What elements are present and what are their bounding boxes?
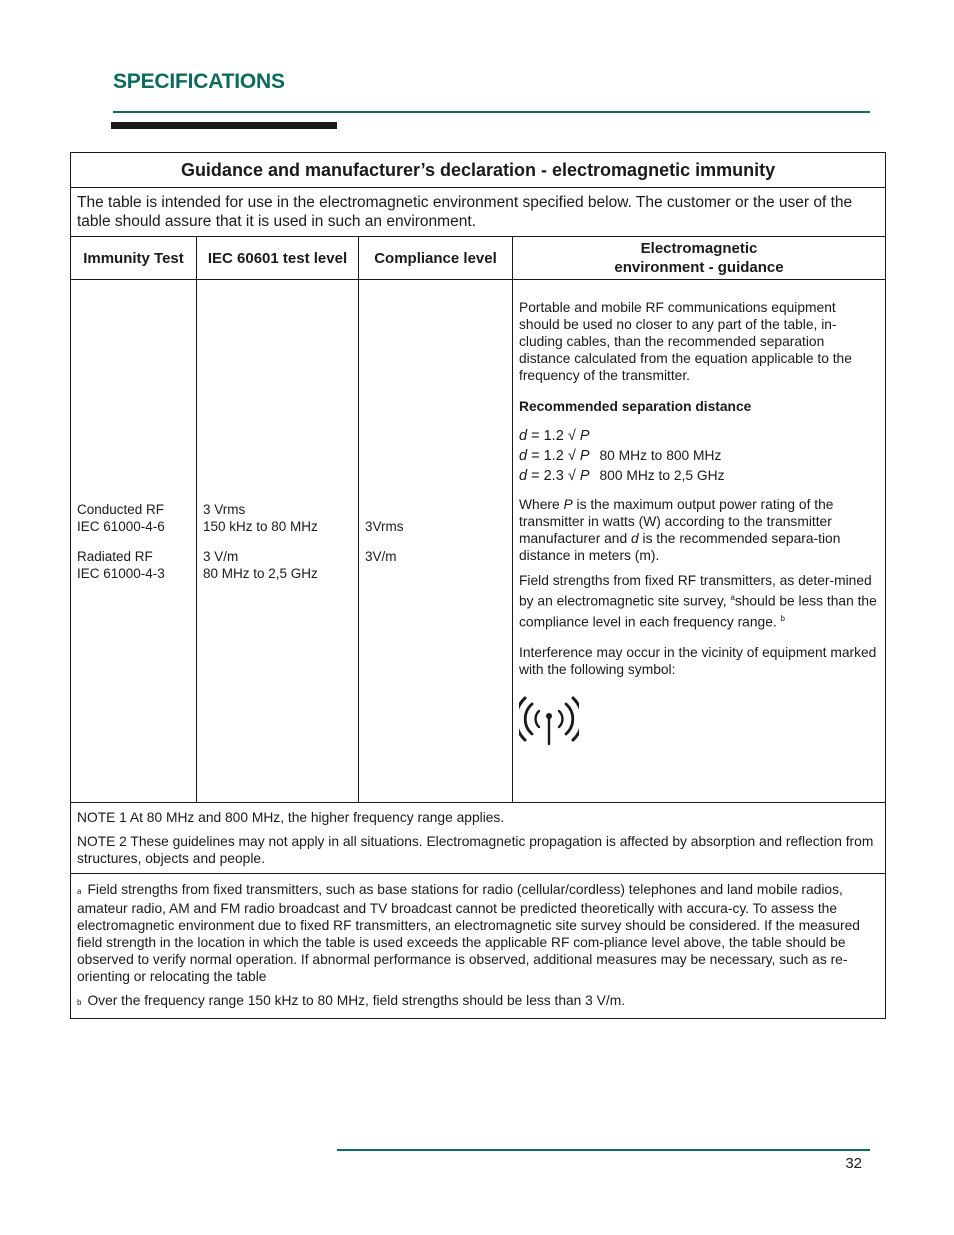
guidance-paragraph: Portable and mobile RF communications equipment should be used no closer to any part of the table, in-cluding cables, than the recommended separation distance calculated from the equation applicable to the frequency of the transmitter. <box>519 300 852 383</box>
formula-coef: 1.2 <box>543 448 564 464</box>
formula-var: d <box>519 428 528 444</box>
sqrt-symbol: √ <box>567 468 576 484</box>
sqrt-symbol: √ <box>567 428 576 444</box>
formula-power-var: P <box>579 468 590 484</box>
footnote-ref-b: b <box>780 613 785 623</box>
compliance-level-cell <box>359 280 513 803</box>
formula-range-3: 800 MHz to 2,5 GHz <box>599 468 725 483</box>
footnotes-cell <box>71 874 886 1019</box>
page-title: SPECIFICATIONS <box>113 70 285 93</box>
header-divider <box>113 111 870 113</box>
guidance-cell <box>513 280 886 803</box>
immunity-test-radiated-standard: IEC 61000-4-3 <box>77 565 165 581</box>
column-header-guidance-line1: Electromagnetic <box>640 240 758 257</box>
non-ionizing-radiation-icon <box>519 692 579 746</box>
interference-paragraph: Interference may occur in the vicinity of equipment marked with the following symbol: <box>519 645 877 678</box>
footnote-a-text: Field strengths from fixed transmitters, such as base stations for radio (cellular/cordless) telephones and land mobile radios, amateur radio, AM and FM radio broadcast and TV broadcast cannot be predicted theoretically with accura-cy. To assess the electromagnetic environment due to fixed RF transmitters, an electromagnetic site survey should be considered. If the measured field strength in the location in which the table is used exceeds the applicable RF com-pliance level above, the table should be observed to verify normal operation. If abnormal performance is observed, additional measures may be necessary, such as re-orienting or relocating the table <box>77 882 860 984</box>
formula-3 <box>519 466 879 486</box>
sqrt-symbol: √ <box>567 448 576 464</box>
compliance-conducted: 3Vrms <box>365 518 404 534</box>
immunity-test-conducted-standard: IEC 61000-4-6 <box>77 518 165 534</box>
column-header-compliance-level: Compliance level <box>359 237 513 280</box>
note-2: NOTE 2 These guidelines may not apply in all situations. Electromagnetic propagation is affected by absorption and reflection from structures, objects and people. <box>77 834 874 866</box>
page-number: 32 <box>845 1155 862 1172</box>
test-level-conducted-range: 150 kHz to 80 MHz <box>203 518 318 534</box>
test-level-conducted: 3 Vrms <box>203 501 246 517</box>
note-1: NOTE 1 At 80 MHz and 800 MHz, the higher frequency range applies. <box>77 810 505 825</box>
test-level-radiated-range: 80 MHz to 2,5 GHz <box>203 565 318 581</box>
formula-coef: 2.3 <box>543 468 564 484</box>
test-level-radiated: 3 V/m <box>203 548 239 564</box>
where-mid: is the maximum output power rating of the transmitter in watts (W) according to the transmitter manufacturer and <box>519 497 834 546</box>
column-header-guidance <box>513 237 886 280</box>
field-strength-paragraph <box>519 572 879 630</box>
where-pre: Where <box>519 497 564 512</box>
where-distance-var: d <box>630 531 639 546</box>
column-header-immunity-test: Immunity Test <box>71 237 197 280</box>
formula-coef: 1.2 <box>543 428 564 444</box>
separation-distance-heading: Recommended separation distance <box>519 399 752 414</box>
where-post: is the recommended separa-tion distance in meters (m). <box>519 531 841 563</box>
immunity-test-conducted: Conducted RF <box>77 501 165 517</box>
formula-power-var: P <box>579 448 590 464</box>
formula-var: d <box>519 468 528 484</box>
table-intro: The table is intended for use in the electromagnetic environment specified below. The customer or the user of the table should assure that it is used in such an environment. <box>71 188 886 237</box>
column-header-guidance-line2: environment - guidance <box>614 259 784 276</box>
formula-eq: = <box>527 468 544 484</box>
formula-var: d <box>519 448 528 464</box>
footnote-a <box>77 881 879 985</box>
emc-immunity-table <box>70 152 886 1019</box>
formula-2 <box>519 446 879 466</box>
footnote-b <box>77 992 879 1011</box>
footer-divider <box>337 1149 870 1151</box>
footnote-b-mark: b <box>77 998 82 1007</box>
formula-range-2: 80 MHz to 800 MHz <box>599 448 722 463</box>
formula-1 <box>519 427 879 446</box>
footnote-ref-a: a <box>730 593 735 602</box>
formula-power-var: P <box>579 428 590 444</box>
notes-cell <box>71 803 886 874</box>
immunity-test-cell <box>71 280 197 803</box>
table-title: Guidance and manufacturer’s declaration - electromagnetic immunity <box>71 153 886 188</box>
footnote-b-text: Over the frequency range 150 kHz to 80 MHz, field strengths should be less than 3 V/m. <box>87 993 626 1008</box>
field-post: should be less than the compliance level in each frequency range. <box>519 593 877 630</box>
header-accent-bar <box>111 122 337 129</box>
immunity-test-radiated: Radiated RF <box>77 548 153 564</box>
field-pre: Field strengths from fixed RF transmitters, as deter-mined by an electromagnetic site survey, <box>519 573 872 609</box>
compliance-radiated: 3V/m <box>365 548 397 564</box>
formula-eq: = <box>527 448 544 464</box>
formula-eq: = <box>527 428 544 444</box>
where-power-var: P <box>563 497 573 512</box>
column-header-test-level: IEC 60601 test level <box>197 237 359 280</box>
footnote-a-mark: a <box>77 887 82 896</box>
test-level-cell <box>197 280 359 803</box>
where-definition <box>519 496 879 564</box>
